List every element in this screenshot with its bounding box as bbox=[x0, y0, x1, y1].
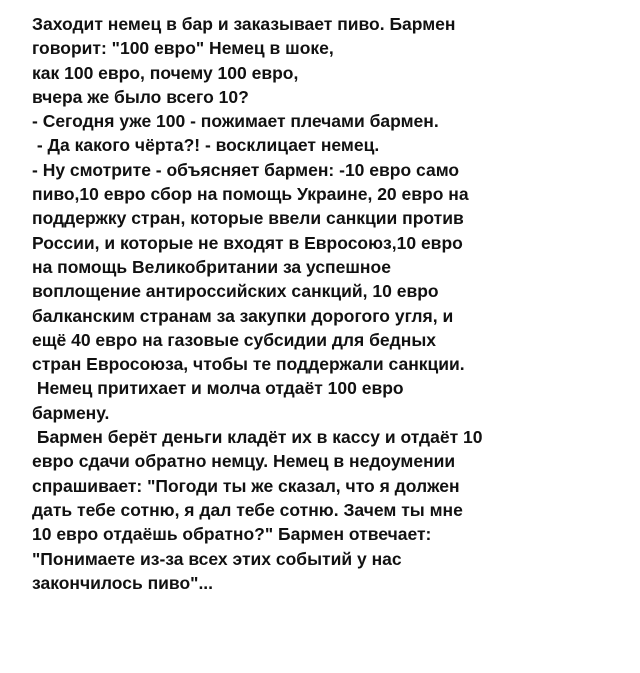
text-line: пиво,10 евро сбор на помощь Украине, 20 евро на bbox=[32, 184, 469, 205]
text-line: Бармен берёт деньги кладёт их в кассу и отдаёт 10 bbox=[32, 427, 483, 448]
text-line: бармену. bbox=[32, 402, 110, 423]
text-line: воплощение антироссийских санкций, 10 евро bbox=[32, 281, 439, 302]
text-line: 10 евро отдаёшь обратно?" Бармен отвечает: bbox=[32, 524, 432, 545]
text-line: на помощь Великобритании за успешное bbox=[32, 256, 391, 277]
text-line: евро сдачи обратно немцу. Немец в недоумении bbox=[32, 451, 456, 472]
text-line: - Ну смотрите - объясняет бармен: -10 евро само bbox=[32, 159, 460, 180]
text-line: дать тебе сотню, я дал тебе сотню. Зачем ты мне bbox=[32, 499, 463, 520]
text-line: ещё 40 евро на газовые субсидии для бедных bbox=[32, 329, 437, 350]
text-line: говорит: "100 евро" Немец в шоке, bbox=[32, 38, 334, 59]
text-line: закончилось пиво"... bbox=[32, 572, 214, 593]
text-line: - Сегодня уже 100 - пожимает плечами бармен. bbox=[32, 111, 439, 132]
joke-text bbox=[32, 12, 632, 595]
text-line: - Да какого чёрта?! - восклицает немец. bbox=[32, 135, 380, 156]
text-line: вчера же было всего 10? bbox=[32, 86, 249, 107]
text-line: стран Евросоюза, чтобы те поддержали санкции. bbox=[32, 354, 465, 375]
text-line: России, и которые не входят в Евросоюз,10 евро bbox=[32, 232, 463, 253]
text-line: поддержку стран, которые ввели санкции против bbox=[32, 208, 464, 229]
text-line: Немец притихает и молча отдаёт 100 евро bbox=[32, 378, 404, 399]
text-line: Заходит немец в бар и заказывает пиво. Бармен bbox=[32, 14, 456, 34]
text-line: балканским странам за закупки дорогого угля, и bbox=[32, 305, 454, 326]
text-line: спрашивает: "Погоди ты же сказал, что я должен bbox=[32, 475, 460, 496]
text-line: как 100 евро, почему 100 евро, bbox=[32, 62, 299, 83]
text-line: "Понимаете из-за всех этих событий у нас bbox=[32, 548, 402, 569]
